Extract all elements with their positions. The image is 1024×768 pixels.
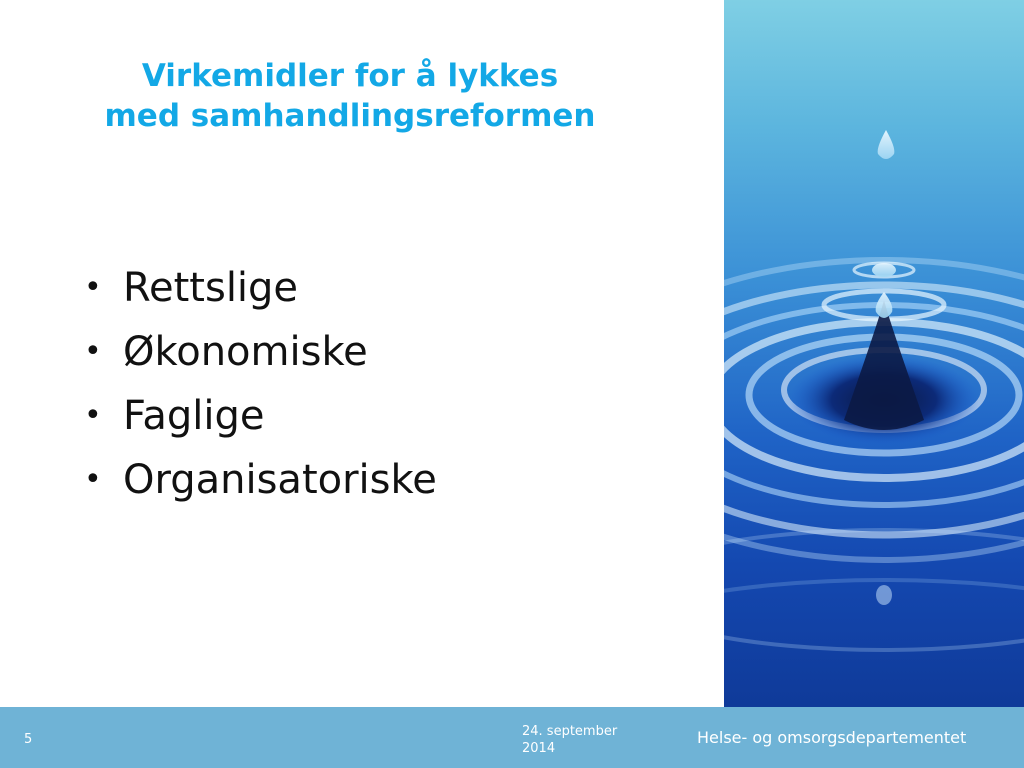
bullet-text: Faglige [123, 393, 265, 439]
date-line-1: 24. september [522, 724, 618, 739]
title-line-1: Virkemidler for å lykkes [141, 58, 559, 94]
footer-date [522, 723, 652, 757]
footer-organization: Helse- og omsorgsdepartementet [697, 728, 967, 747]
bullet-item [84, 320, 437, 384]
date-line-2: 2014 [522, 741, 556, 756]
bullet-text: Økonomiske [123, 329, 368, 375]
bullet-item [84, 448, 437, 512]
title-line-2: med samhandlingsreformen [104, 98, 596, 134]
water-drop-ripple-image [724, 0, 1024, 707]
bullet-marker: • [84, 398, 102, 433]
bullet-text: Rettslige [123, 265, 299, 311]
bullet-marker: • [84, 270, 102, 305]
bullet-marker: • [84, 462, 102, 497]
footer-bar [0, 707, 1024, 768]
bullet-list [84, 256, 437, 512]
page-number: 5 [24, 732, 33, 747]
bullet-item [84, 384, 437, 448]
slide-title [40, 56, 660, 136]
bullet-text: Organisatoriske [123, 457, 437, 503]
bullet-item [84, 256, 437, 320]
bullet-marker: • [84, 334, 102, 369]
